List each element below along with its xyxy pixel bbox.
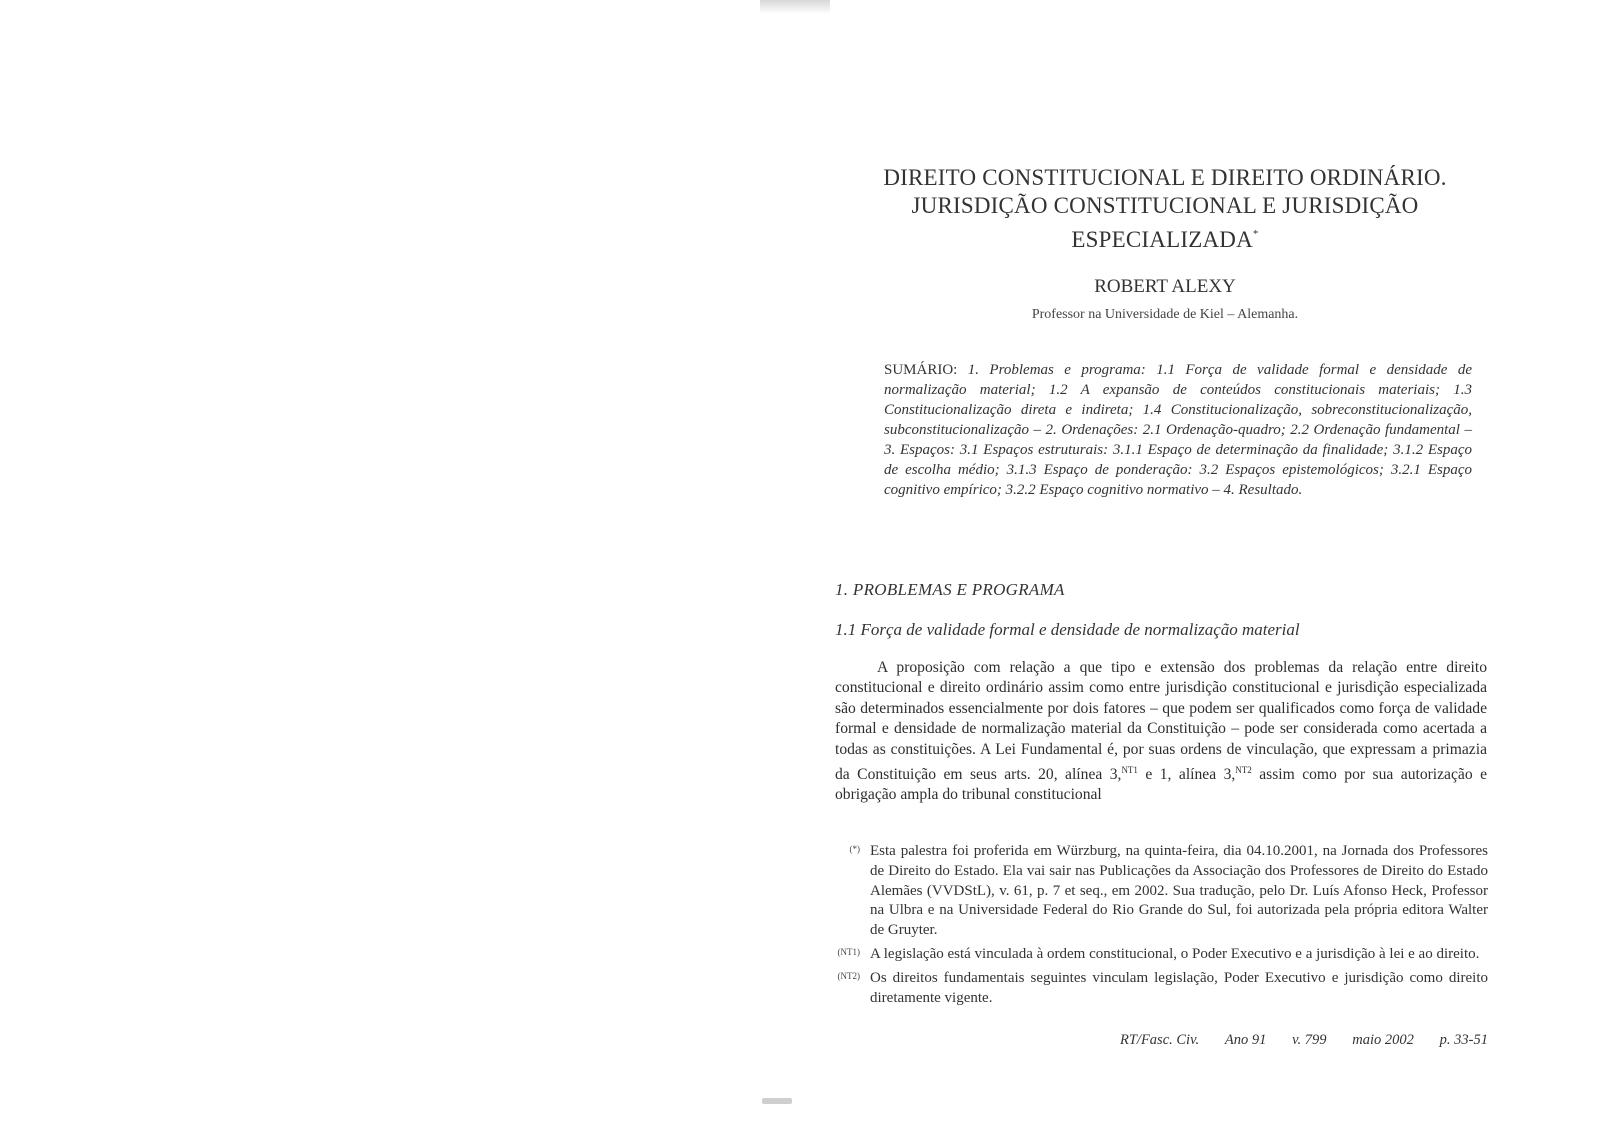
body-text-part-1: A proposição com relação a que tipo e extensão dos problemas da relação entre direito constitucional e direito ordinário assim como entre jurisdição constitucional e jurisdição especializada são determinados essencialmente por dois fatores – que podem ser qualificados como força de validade formal e densidade de normalização material da Constituição – pode ser considerada como acertada a todas as constituições. A Lei Fundamental é, por suas ordens de vinculação, que expressam a primazia da Constituição em seus arts. 20, alínea 3, <box>835 659 1487 784</box>
summary-items: 1. Problemas e programa: 1.1 Força de validade formal e densidade de normalização material; 1.2 A expansão de conteúdos constitucionais materiais; 1.3 Constitucionalização direta e indireta; 1.4 Constitucionalização, sobreconstitucionalização, subconstitucionalização – 2. Ordenações: 2.1 Ordenação-quadro; 2.2 Ordenação fundamental – 3. Espaços: 3.1 Espaços estruturais: 3.1.1 Espaço de determinação da finalidade; 3.1.2 Espaço de escolha médio; 3.1.3 Espaço de ponderação: 3.2 Espaços epistemológicos; 3.2.1 Espaço cognitivo empírico; 3.2.2 Espaço cognitivo normativo – 4. Resultado. <box>884 362 1472 498</box>
footnotes <box>820 842 1488 1012</box>
subsection-heading: 1.1 Força de validade formal e densidade de normalização material <box>835 620 1300 639</box>
summary-block <box>884 360 1472 500</box>
footnote-mark: (*) <box>849 844 860 854</box>
footnote-mark: (NT1) <box>837 946 860 957</box>
footer-journal: RT/Fasc. Civ. <box>1120 1032 1200 1048</box>
footer-year: Ano 91 <box>1224 1032 1267 1048</box>
title-line-2: JURISDIÇÃO CONSTITUCIONAL E JURISDIÇÃO <box>911 193 1419 218</box>
footnote-text: A legislação está vinculada à ordem constitucional, o Poder Executivo e a jurisdição à lei e ao direito. <box>870 945 1480 962</box>
footnote-ref-nt1: NT1 <box>1121 765 1138 776</box>
author-name: ROBERT ALEXY <box>1094 276 1236 297</box>
footnote <box>820 842 1488 941</box>
section-heading: 1. PROBLEMAS E PROGRAMA <box>835 580 1065 599</box>
author-affiliation: Professor na Universidade de Kiel – Alemanha. <box>1031 307 1299 322</box>
footer-volume: v. 799 <box>1292 1032 1327 1048</box>
title-footnote-mark: * <box>1252 228 1259 240</box>
summary-label: SUMÁRIO: <box>884 362 968 378</box>
article-title <box>845 164 1485 254</box>
footnote-ref-nt2: NT2 <box>1235 765 1252 776</box>
footer-date: maio 2002 <box>1352 1032 1414 1048</box>
footnote-mark: (NT2) <box>837 970 860 981</box>
page-gutter-mark <box>762 1098 792 1104</box>
body-text-part-2: e 1, alínea 3, <box>1137 766 1236 784</box>
title-line-1: DIREITO CONSTITUCIONAL E DIREITO ORDINÁRIO. <box>883 165 1447 190</box>
body-paragraph <box>835 658 1487 806</box>
footnote <box>820 969 1488 1009</box>
footnote-text: Os direitos fundamentais seguintes vinculam legislação, Poder Executivo e jurisdição como direito diretamente vigente. <box>870 969 1488 1006</box>
body-text-part-3: assim como por sua autorização e obrigação ampla do tribunal constitucional <box>835 766 1487 804</box>
footnote-text: Esta palestra foi proferida em Würzburg, na quinta-feira, dia 04.10.2001, na Jornada dos Professores de Direito do Estado. Ela vai sair nas Publicações da Associação dos Professores de Direito do Estado Alemães (VVDStL), v. 61, p. 7 et seq., em 2002. Sua tradução, pelo Dr. Luís Afonso Heck, Professor na Ulbra e na Universidade Federal do Rio Grande do Sul, foi autorizada pela própria editora Walter de Gruyter. <box>870 843 1488 939</box>
running-footer <box>1120 1032 1488 1049</box>
title-line-3-text: ESPECIALIZADA <box>1071 227 1253 252</box>
document-page <box>820 0 1520 1135</box>
title-line-3 <box>845 220 1485 254</box>
footer-pages: p. 33-51 <box>1439 1032 1488 1048</box>
footnote <box>820 945 1488 965</box>
